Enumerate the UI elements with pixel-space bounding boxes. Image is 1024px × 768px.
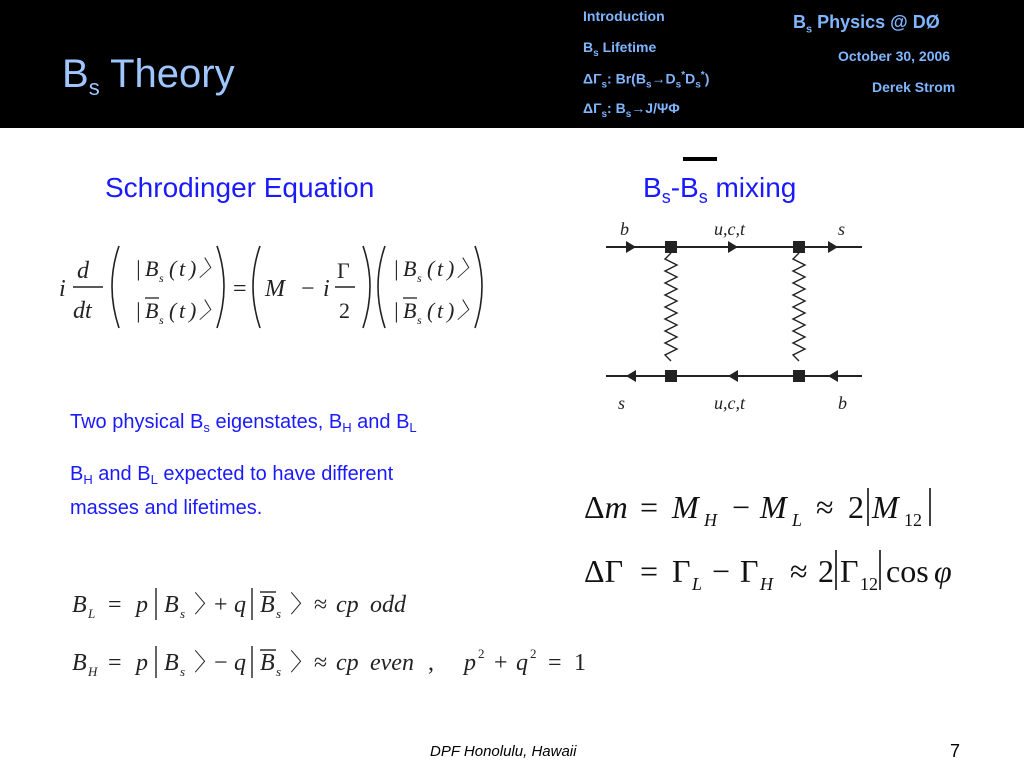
svg-text:i: i: [323, 276, 330, 302]
svg-text:〉: 〉: [194, 650, 218, 676]
svg-text:dt: dt: [73, 298, 92, 324]
svg-text:B: B: [260, 650, 275, 676]
svg-text:B: B: [260, 592, 275, 618]
svg-text:s: s: [159, 313, 164, 327]
svg-text:≈: ≈: [314, 650, 328, 676]
svg-text:B: B: [164, 592, 179, 618]
svg-text:H: H: [704, 510, 717, 530]
svg-text:s: s: [180, 664, 186, 679]
talk-title: $B_s$ Physics @ DØ: [793, 12, 940, 36]
svg-text:): ): [447, 256, 455, 281]
label-top-mid: u,c,t: [714, 219, 745, 239]
footer-venue: DPF Honolulu, Hawaii: [430, 743, 577, 760]
expectation-paragraph: $B_H$ and $B_L$ expected to have different masses and lifetimes.: [70, 463, 394, 519]
svg-text:s: s: [180, 606, 186, 621]
svg-text:−: −: [301, 276, 315, 302]
svg-text:2: 2: [818, 553, 834, 589]
arrow-icon: [626, 370, 636, 382]
label-bot-mid: u,c,t: [714, 393, 745, 413]
svg-text:p: p: [136, 650, 148, 676]
svg-text:=: =: [640, 553, 659, 589]
svg-text:H: H: [760, 574, 773, 594]
svg-text:B: B: [72, 592, 87, 618]
svg-text:1: 1: [574, 650, 586, 676]
svg-text:〉: 〉: [199, 256, 222, 281]
talk-author: Derek Strom: [872, 79, 956, 95]
svg-text:|: |: [135, 256, 142, 281]
svg-text:Γ: Γ: [672, 553, 691, 589]
schrodinger-equation: [55, 240, 495, 335]
svg-text:(: (: [427, 256, 435, 281]
svg-text:=: =: [108, 592, 122, 618]
svg-text:,: ,: [428, 650, 434, 676]
svg-text:M: M: [872, 489, 899, 525]
svg-text:2: 2: [339, 298, 350, 323]
slide-header: [0, 0, 1024, 128]
svg-text:〉: 〉: [290, 650, 314, 676]
svg-text:cp: cp: [336, 592, 359, 618]
arrow-icon: [828, 370, 838, 382]
svg-text:L: L: [792, 510, 803, 530]
svg-text:s: s: [276, 606, 282, 621]
slide-title: $B_s$ Theory: [62, 52, 235, 100]
svg-text:(: (: [169, 298, 177, 323]
svg-text:−: −: [214, 650, 228, 676]
svg-text:≈: ≈: [816, 489, 834, 525]
svg-text:d: d: [77, 258, 89, 284]
svg-text:s: s: [276, 664, 282, 679]
svg-text:(: (: [427, 298, 435, 323]
svg-text:|: |: [393, 256, 400, 281]
label-bot-right: b: [838, 393, 847, 413]
section-title-schrodinger: Schrodinger Equation: [105, 172, 375, 203]
svg-text:q: q: [234, 650, 246, 676]
eigenstate-formulas: [68, 580, 608, 690]
svg-text:=: =: [233, 276, 247, 302]
arrow-icon: [728, 370, 738, 382]
label-bot-left: s: [618, 393, 626, 413]
svg-text:odd: odd: [370, 592, 406, 618]
svg-text:B: B: [145, 256, 159, 281]
svg-text:s: s: [159, 271, 164, 285]
svg-text:L: L: [692, 574, 703, 594]
nav-item-jpsi-phi[interactable]: $\Delta\Gamma_s$: $B_s\to J/\Psi\Phi$: [583, 100, 680, 120]
svg-text:+: +: [214, 592, 228, 618]
svg-text:=: =: [640, 489, 659, 525]
svg-text:cp: cp: [336, 650, 359, 676]
svg-text:|: |: [135, 298, 142, 323]
svg-text:Γ: Γ: [840, 553, 859, 589]
svg-text:〉: 〉: [194, 592, 218, 618]
nav-item-introduction[interactable]: Introduction: [583, 8, 665, 24]
svg-text:≈: ≈: [314, 592, 328, 618]
svg-text:B: B: [164, 650, 179, 676]
svg-text:q: q: [516, 650, 528, 676]
eigenstates-line: Two physical $B_s$ eigenstates, $B_H$ and $B_L$: [70, 411, 417, 435]
svg-text:): ): [189, 256, 197, 281]
arrow-icon: [626, 241, 636, 253]
svg-text:i: i: [59, 276, 66, 302]
nav-item-br-ds[interactable]: $\Delta\Gamma_s$: $Br(B_s\to D_s^*D_s^*)$: [583, 70, 710, 91]
svg-text:+: +: [494, 650, 508, 676]
svg-text:H: H: [88, 664, 98, 679]
nav-item-lifetime[interactable]: $B_s$ Lifetime: [583, 39, 657, 59]
svg-text:2: 2: [478, 646, 485, 661]
svg-text:〉: 〉: [457, 298, 480, 323]
box-diagram: [598, 216, 868, 416]
svg-text:2: 2: [848, 489, 864, 525]
arrow-icon: [728, 241, 738, 253]
svg-text:≈: ≈: [790, 553, 808, 589]
svg-text:Δm: Δm: [584, 489, 628, 525]
svg-text:−: −: [712, 553, 731, 589]
svg-text:): ): [447, 298, 455, 323]
svg-text:B: B: [145, 298, 159, 323]
svg-text:L: L: [88, 606, 96, 621]
svg-text:ΔΓ: ΔΓ: [584, 553, 624, 589]
svg-text:t: t: [437, 256, 444, 281]
svg-text:12: 12: [904, 510, 922, 530]
svg-text:B: B: [403, 256, 417, 281]
svg-text:12: 12: [860, 574, 878, 594]
antiparticle-bar: [683, 157, 717, 161]
svg-text:): ): [189, 298, 197, 323]
svg-text:2: 2: [530, 646, 537, 661]
arrow-icon: [828, 241, 838, 253]
svg-text:M: M: [265, 276, 285, 302]
mass-width-formulas: [582, 478, 972, 598]
svg-text:〉: 〉: [457, 256, 480, 281]
svg-text:q: q: [234, 592, 246, 618]
svg-text:B: B: [72, 650, 87, 676]
svg-text:p: p: [464, 650, 476, 676]
svg-text:M: M: [672, 489, 699, 525]
page-number: 7: [950, 741, 961, 761]
svg-text:M: M: [760, 489, 787, 525]
svg-text:s: s: [417, 313, 422, 327]
svg-text:|: |: [393, 298, 400, 323]
svg-text:〉: 〉: [199, 298, 222, 323]
label-top-left: b: [620, 219, 629, 239]
section-title-mixing: $B_s-B_s$ mixing: [643, 172, 797, 207]
svg-text:=: =: [548, 650, 562, 676]
svg-text:φ: φ: [934, 553, 952, 589]
svg-text:even: even: [370, 650, 414, 676]
svg-text:cos: cos: [886, 553, 929, 589]
talk-date: October 30, 2006: [838, 48, 951, 64]
svg-text:(: (: [169, 256, 177, 281]
svg-text:Γ: Γ: [337, 258, 350, 283]
svg-text:−: −: [732, 489, 751, 525]
label-top-right: s: [838, 219, 846, 239]
svg-text:〉: 〉: [290, 592, 314, 618]
svg-text:B: B: [403, 298, 417, 323]
svg-text:t: t: [179, 256, 186, 281]
svg-text:t: t: [179, 298, 186, 323]
svg-text:t: t: [437, 298, 444, 323]
svg-text:p: p: [136, 592, 148, 618]
svg-text:=: =: [108, 650, 122, 676]
svg-text:Γ: Γ: [740, 553, 759, 589]
svg-text:s: s: [417, 271, 422, 285]
